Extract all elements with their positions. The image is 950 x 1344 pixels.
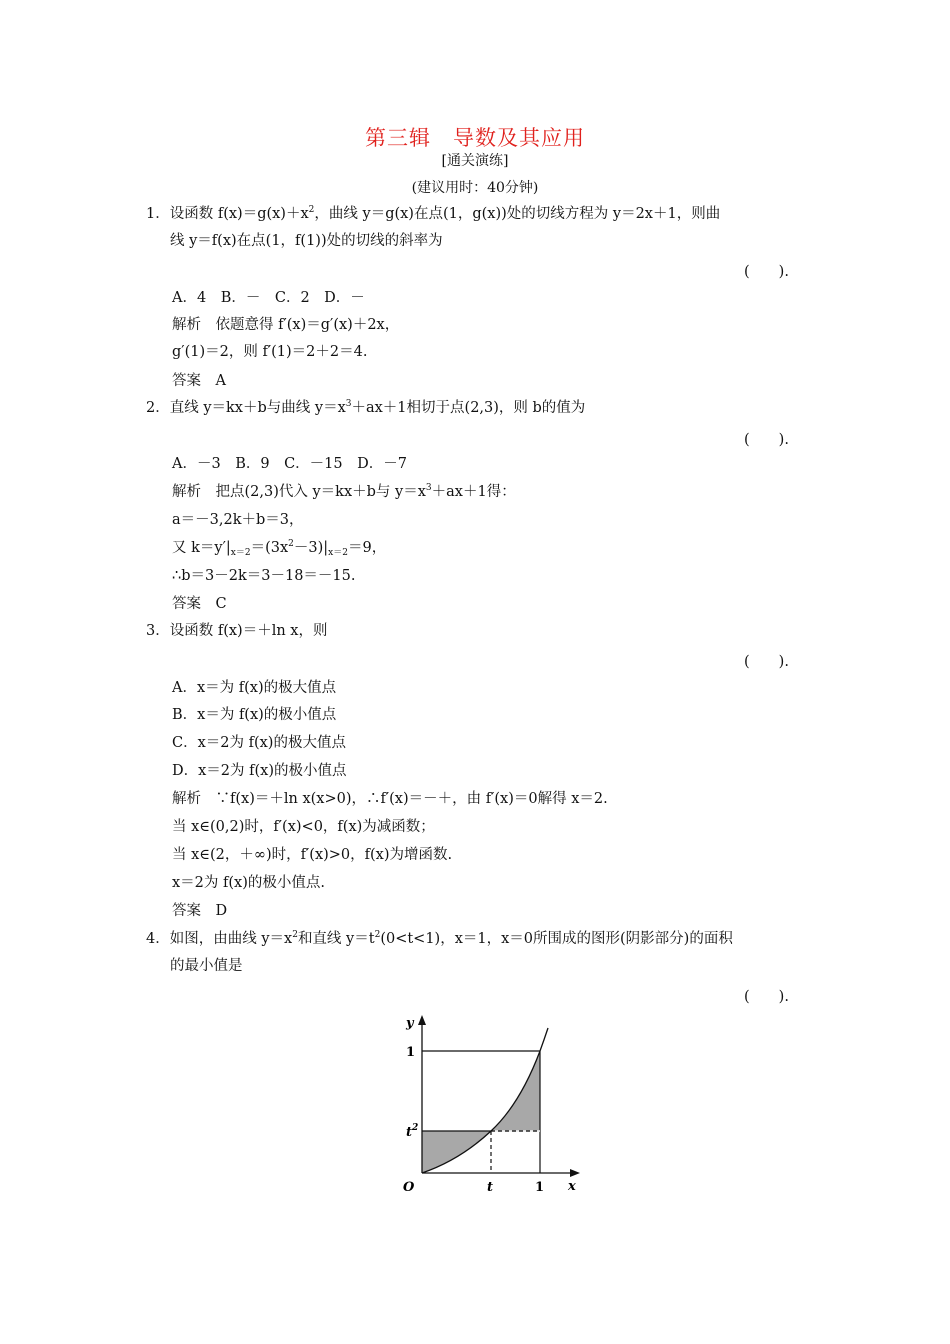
x-tick-t: t: [487, 1180, 494, 1195]
practice-heading: [通关演练]: [441, 153, 509, 169]
q3-analysis-line3: 当 x∈(2，＋∞)时，f′(x)>0，f(x)为增函数.: [172, 847, 453, 863]
origin-label: O: [403, 1180, 415, 1195]
q2-analysis-line3: 又 $k=y'|_{x=2}=(3x^2-3)|_{x=2}=9$，: [172, 539, 387, 558]
q3-analysis-line4: x＝2为 f(x)的极小值点.: [172, 875, 325, 891]
q2-analysis-line1: 解析 把点(2,3)代入 y＝kx＋b与 $y=x^3+ax+1$得：: [172, 483, 516, 500]
q3-option-a: A．x＝为 f(x)的极大值点: [172, 680, 337, 696]
q4-stem-line1: 4．如图，由曲线 $y=x^2$和直线 $y=t^2(0<t<1)$，x＝1，x＝0所围成的图形(阴影部分)的面积: [146, 930, 733, 947]
time-hint: (建议用时：40分钟): [411, 180, 539, 196]
q4-answer-bracket: ( ).: [744, 989, 789, 1005]
q3-answer: 答案 D: [172, 903, 228, 919]
q3-stem: 3．设函数 f(x)＝＋ln x，则: [146, 623, 328, 639]
q1-answer-bracket: ( ).: [744, 264, 789, 280]
y-tick-one: 1: [406, 1045, 416, 1060]
q2-answer-bracket: ( ).: [744, 432, 789, 448]
q1-stem-line1: 1．设函数 $f(x)=g(x)+x^2$，曲线 y＝g(x)在点(1，g(x))处的切线方程为 y＝2x＋1，则曲: [146, 205, 721, 222]
q1-answer: 答案 A: [172, 373, 226, 389]
y-axis-label: y: [406, 1016, 414, 1031]
y-tick-t2: $t^2$: [406, 1123, 419, 1140]
q1-analysis-line1: 解析 依题意得 f′(x)＝g′(x)＋2x，: [172, 317, 400, 333]
q1-stem-line2: 线 y＝f(x)在点(1，f(1))处的切线的斜率为: [170, 233, 443, 249]
q3-option-b: B．x＝为 f(x)的极小值点: [172, 707, 337, 723]
q2-answer: 答案 C: [172, 596, 227, 612]
q4-stem-line2: 的最小值是: [170, 958, 243, 974]
q3-option-c: C．x＝2为 f(x)的极大值点: [172, 735, 346, 751]
q3-option-d: D．x＝2为 f(x)的极小值点: [172, 763, 347, 779]
x-tick-one: 1: [535, 1180, 545, 1195]
y-axis-arrow: [418, 1015, 426, 1025]
q3-analysis-line2: 当 x∈(0,2)时，f′(x)<0，f(x)为减函数；: [172, 819, 435, 835]
x-axis-label: x: [568, 1179, 576, 1194]
q2-options: A．－3 B．9 C．－15 D．－7: [172, 456, 407, 472]
q3-analysis-line1: 解析 ∵f(x)＝＋ln x(x>0)，∴f′(x)＝－＋，由 f′(x)＝0解得 x＝2.: [172, 791, 608, 807]
q2-stem: 2．直线 y＝kx＋b与曲线 $y=x^3+ax+1$相切于点(2,3)，则 b的值为: [146, 399, 586, 416]
q1-analysis-line2: g′(1)＝2，则 f′(1)＝2＋2＝4.: [172, 344, 368, 360]
q3-answer-bracket: ( ).: [744, 654, 789, 670]
x-axis-arrow: [570, 1169, 580, 1177]
shaded-region-right: [491, 1051, 540, 1131]
shaded-region-left: [422, 1131, 491, 1173]
q1-options: A．4 B．－ C．2 D．－: [172, 290, 365, 306]
area-figure: [398, 1010, 588, 1198]
page-title: 第三辑 导数及其应用: [365, 126, 585, 150]
q2-analysis-line2: a＝－3,2k＋b＝3，: [172, 512, 304, 528]
q2-analysis-line4: ∴b＝3－2k＝3－18＝－15.: [172, 568, 356, 584]
